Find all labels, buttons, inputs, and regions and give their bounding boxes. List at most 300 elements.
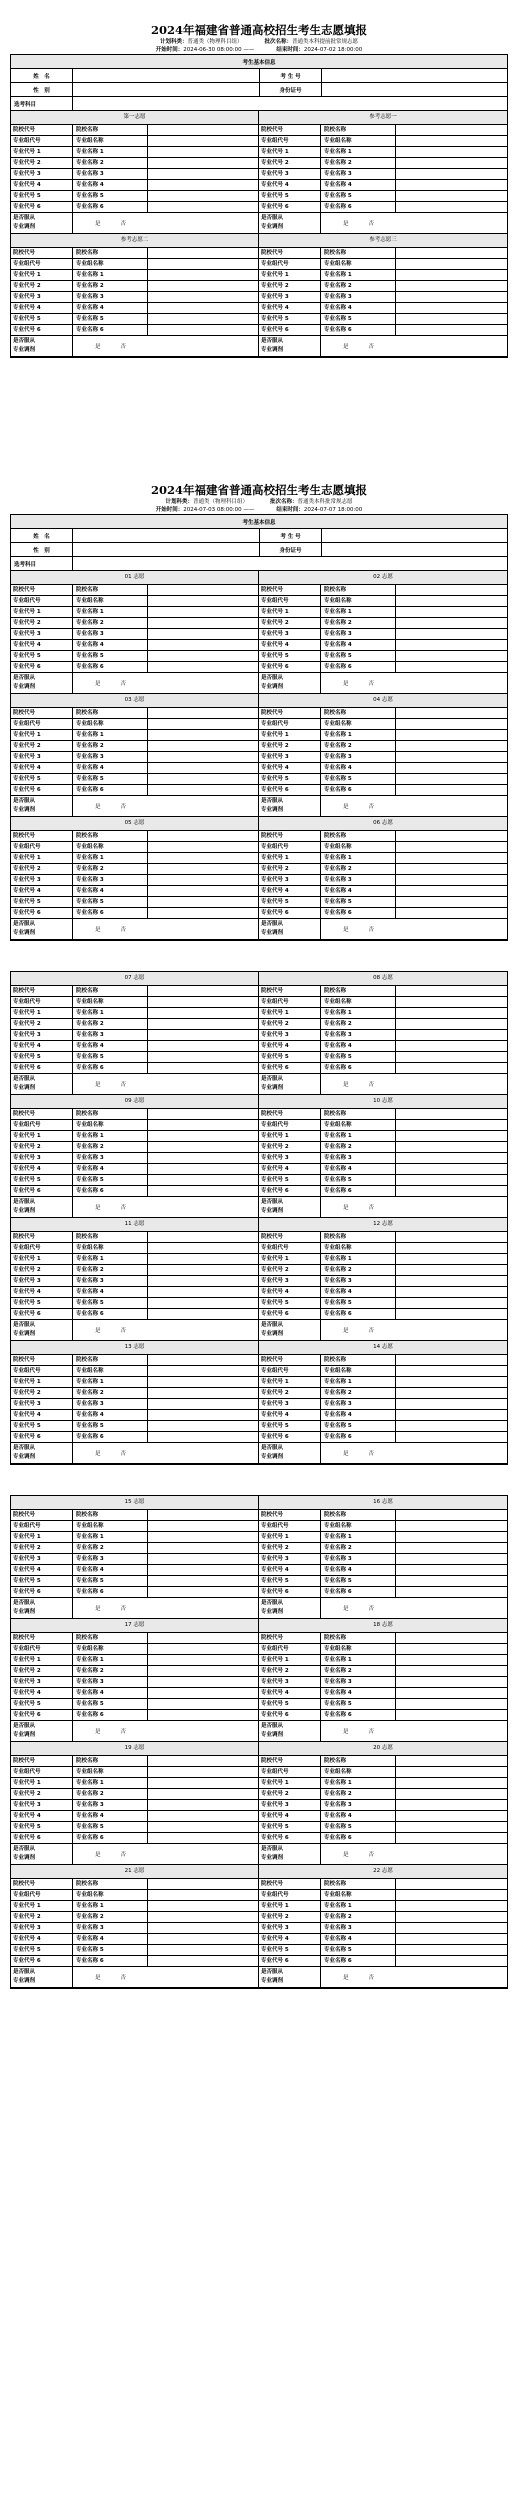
major-field[interactable]	[148, 1298, 258, 1308]
major-field[interactable]	[148, 147, 258, 157]
major-field[interactable]	[148, 1644, 258, 1654]
major-field[interactable]	[148, 1710, 258, 1720]
major-field[interactable]	[396, 1677, 507, 1687]
school-name-field[interactable]	[396, 1510, 507, 1520]
major-field[interactable]	[148, 1912, 258, 1922]
major-field[interactable]	[396, 1008, 507, 1018]
major-field[interactable]	[148, 1532, 258, 1542]
major-field[interactable]	[148, 1833, 258, 1843]
adjust-yes-option[interactable]: 是	[343, 344, 349, 350]
school-name-field[interactable]	[396, 1109, 507, 1119]
major-field[interactable]	[396, 1945, 507, 1955]
major-field[interactable]	[396, 1131, 507, 1141]
major-field[interactable]	[396, 785, 507, 795]
adjust-no-option[interactable]: 否	[120, 1205, 127, 1211]
major-field[interactable]	[148, 640, 258, 650]
major-field[interactable]	[396, 1833, 507, 1843]
major-field[interactable]	[148, 651, 258, 661]
major-field[interactable]	[396, 1778, 507, 1788]
major-field[interactable]	[396, 1890, 507, 1900]
major-field[interactable]	[396, 1554, 507, 1564]
school-name-field[interactable]	[148, 1879, 258, 1889]
major-field[interactable]	[148, 325, 258, 335]
major-field[interactable]	[396, 169, 507, 179]
major-field[interactable]	[148, 180, 258, 190]
major-field[interactable]	[148, 191, 258, 201]
major-field[interactable]	[148, 202, 258, 212]
school-name-field[interactable]	[396, 831, 507, 841]
adjust-no-option[interactable]: 否	[120, 1451, 127, 1457]
major-field[interactable]	[396, 259, 507, 269]
major-field[interactable]	[148, 1565, 258, 1575]
major-field[interactable]	[148, 1587, 258, 1597]
adjust-yes-option[interactable]: 是	[343, 1082, 349, 1088]
major-field[interactable]	[396, 1699, 507, 1709]
major-field[interactable]	[396, 136, 507, 146]
major-field[interactable]	[148, 842, 258, 852]
major-name-label: 专业名称 1	[73, 147, 148, 157]
gender-field[interactable]	[73, 543, 260, 556]
major-field[interactable]	[148, 158, 258, 168]
adjust-yes-option[interactable]: 是	[95, 804, 101, 810]
adjust-yes-option[interactable]: 是	[343, 1852, 349, 1858]
major-field[interactable]	[396, 314, 507, 324]
major-field[interactable]	[396, 1287, 507, 1297]
id-field[interactable]	[322, 543, 507, 556]
major-field[interactable]	[396, 1767, 507, 1777]
major-field[interactable]	[396, 1421, 507, 1431]
school-name-field[interactable]	[148, 1355, 258, 1365]
adjust-no-option[interactable]: 否	[368, 1328, 375, 1334]
major-field[interactable]	[396, 1030, 507, 1040]
major-field[interactable]	[396, 270, 507, 280]
major-field[interactable]	[396, 191, 507, 201]
adjust-no-option[interactable]: 否	[368, 1852, 375, 1858]
school-name-field[interactable]	[148, 1633, 258, 1643]
major-row	[259, 853, 507, 864]
adjust-no-option[interactable]: 否	[120, 221, 127, 227]
adjust-yes-option[interactable]: 是	[95, 1328, 101, 1334]
major-field[interactable]	[396, 886, 507, 896]
major-field[interactable]	[396, 752, 507, 762]
major-field[interactable]	[148, 774, 258, 784]
school-row	[259, 585, 507, 596]
school-row	[259, 1756, 507, 1767]
school-name-field[interactable]	[396, 986, 507, 996]
school-name-field[interactable]	[148, 248, 258, 258]
exam-no-field[interactable]	[322, 529, 507, 542]
major-field[interactable]	[396, 1666, 507, 1676]
adjust-yes-option[interactable]: 是	[343, 221, 349, 227]
major-field[interactable]	[396, 1901, 507, 1911]
major-field[interactable]	[396, 1399, 507, 1409]
major-field[interactable]	[148, 1421, 258, 1431]
major-row	[259, 1800, 507, 1811]
major-field[interactable]	[148, 1811, 258, 1821]
major-field[interactable]	[148, 607, 258, 617]
major-row	[11, 1131, 258, 1142]
adjust-no-option[interactable]: 否	[120, 344, 127, 350]
adjust-yes-option[interactable]: 是	[343, 1205, 349, 1211]
major-field[interactable]	[148, 1175, 258, 1185]
major-name-label: 专业名称 6	[73, 1956, 148, 1966]
adjust-no-option[interactable]: 否	[368, 1729, 375, 1735]
major-field[interactable]	[396, 1377, 507, 1387]
major-field[interactable]	[148, 1688, 258, 1698]
adjust-label-line: 专业调剂	[13, 684, 36, 690]
major-field[interactable]	[148, 853, 258, 863]
adjust-yes-option[interactable]: 是	[95, 344, 101, 350]
major-field[interactable]	[148, 1243, 258, 1253]
adjust-no-option[interactable]: 否	[368, 681, 375, 687]
major-field[interactable]	[148, 997, 258, 1007]
adjust-no-option[interactable]: 否	[120, 927, 127, 933]
major-name-label: 专业名称 6	[321, 1710, 396, 1720]
adjust-yes-option[interactable]: 是	[343, 1729, 349, 1735]
major-field[interactable]	[148, 875, 258, 885]
major-field[interactable]	[148, 281, 258, 291]
major-field[interactable]	[148, 1699, 258, 1709]
major-field[interactable]	[148, 1254, 258, 1264]
major-field[interactable]	[396, 596, 507, 606]
major-field[interactable]	[148, 1521, 258, 1531]
major-field[interactable]	[396, 1576, 507, 1586]
school-name-field[interactable]	[148, 1232, 258, 1242]
adjust-yes-option[interactable]: 是	[95, 927, 101, 933]
school-name-field[interactable]	[148, 708, 258, 718]
adjust-yes-option[interactable]: 是	[95, 1082, 101, 1088]
major-field[interactable]	[148, 1309, 258, 1319]
name-field[interactable]	[73, 69, 260, 82]
major-field[interactable]	[396, 1142, 507, 1152]
major-code-label: 专业代号 4	[11, 886, 73, 896]
major-field[interactable]	[148, 1153, 258, 1163]
major-code-label: 专业代号 6	[259, 1186, 321, 1196]
major-field[interactable]	[148, 314, 258, 324]
major-field[interactable]	[396, 1153, 507, 1163]
major-field[interactable]	[396, 640, 507, 650]
school-name-field[interactable]	[148, 1109, 258, 1119]
major-field[interactable]	[396, 1934, 507, 1944]
adjust-yes-option[interactable]: 是	[343, 681, 349, 687]
major-field[interactable]	[396, 1800, 507, 1810]
major-field[interactable]	[396, 730, 507, 740]
major-row	[259, 1366, 507, 1377]
major-field[interactable]	[148, 1164, 258, 1174]
major-field[interactable]	[396, 1276, 507, 1286]
major-name-label: 专业名称 4	[321, 1811, 396, 1821]
adjust-no-option[interactable]: 否	[368, 804, 375, 810]
school-name-field[interactable]	[148, 1756, 258, 1766]
school-name-field[interactable]	[396, 585, 507, 595]
adjust-no-option[interactable]: 否	[368, 1205, 375, 1211]
major-field[interactable]	[148, 1287, 258, 1297]
major-field[interactable]	[396, 1521, 507, 1531]
major-field[interactable]	[148, 763, 258, 773]
adjust-yes-option[interactable]: 是	[95, 1975, 101, 1981]
adjust-no-option[interactable]: 否	[120, 1606, 127, 1612]
major-field[interactable]	[148, 1822, 258, 1832]
major-field[interactable]	[148, 1945, 258, 1955]
major-field[interactable]	[396, 1186, 507, 1196]
subjects-field[interactable]	[73, 97, 507, 110]
school-name-field[interactable]	[148, 125, 258, 135]
major-field[interactable]	[396, 281, 507, 291]
major-name-label: 专业名称 2	[73, 618, 148, 628]
major-field[interactable]	[396, 1587, 507, 1597]
adjust-no-option[interactable]: 否	[368, 1451, 375, 1457]
major-field[interactable]	[148, 1778, 258, 1788]
major-field[interactable]	[148, 136, 258, 146]
major-field[interactable]	[148, 1131, 258, 1141]
major-name-label: 专业名称 5	[73, 1945, 148, 1955]
adjust-yes-option[interactable]: 是	[343, 1975, 349, 1981]
major-field[interactable]	[148, 1063, 258, 1073]
major-field[interactable]	[148, 1554, 258, 1564]
major-field[interactable]	[148, 1956, 258, 1966]
adjust-no-option[interactable]: 否	[120, 1975, 127, 1981]
major-field[interactable]	[396, 607, 507, 617]
school-name-field[interactable]	[396, 1355, 507, 1365]
major-field[interactable]	[148, 1901, 258, 1911]
major-row	[259, 202, 507, 213]
adjust-yes-option[interactable]: 是	[95, 221, 101, 227]
major-field[interactable]	[396, 1923, 507, 1933]
major-field[interactable]	[148, 1052, 258, 1062]
school-name-field[interactable]	[148, 831, 258, 841]
adjust-yes-option[interactable]: 是	[95, 681, 101, 687]
adjust-yes-option[interactable]: 是	[95, 1606, 101, 1612]
major-field[interactable]	[396, 1811, 507, 1821]
major-field[interactable]	[148, 629, 258, 639]
major-field[interactable]	[148, 1265, 258, 1275]
major-field[interactable]	[148, 662, 258, 672]
major-field[interactable]	[396, 853, 507, 863]
major-field[interactable]	[148, 1800, 258, 1810]
adjust-yes-option[interactable]: 是	[95, 1852, 101, 1858]
major-field[interactable]	[396, 158, 507, 168]
major-field[interactable]	[148, 1432, 258, 1442]
major-field[interactable]	[148, 1142, 258, 1152]
adjust-no-option[interactable]: 否	[120, 1328, 127, 1334]
adjust-label-line: 是否服从	[13, 675, 36, 681]
adjust-no-option[interactable]: 否	[120, 1729, 127, 1735]
adjust-yes-option[interactable]: 是	[343, 927, 349, 933]
school-name-field[interactable]	[148, 986, 258, 996]
adjust-row	[11, 1197, 258, 1218]
major-field[interactable]	[396, 997, 507, 1007]
school-name-field[interactable]	[396, 1756, 507, 1766]
major-field[interactable]	[396, 147, 507, 157]
adjust-yes-option[interactable]: 是	[343, 1451, 349, 1457]
major-field[interactable]	[148, 908, 258, 918]
major-field[interactable]	[148, 169, 258, 179]
major-name-label: 专业名称 4	[73, 1287, 148, 1297]
major-field[interactable]	[148, 864, 258, 874]
major-field[interactable]	[148, 1120, 258, 1130]
major-field[interactable]	[396, 1164, 507, 1174]
adjust-no-option[interactable]: 否	[120, 1852, 127, 1858]
major-field[interactable]	[148, 886, 258, 896]
major-field[interactable]	[148, 741, 258, 751]
major-field[interactable]	[148, 1388, 258, 1398]
exam-no-field[interactable]	[322, 69, 507, 82]
school-name-label: 院校名称	[321, 986, 396, 996]
major-field[interactable]	[396, 908, 507, 918]
major-field[interactable]	[396, 1655, 507, 1665]
major-field[interactable]	[148, 292, 258, 302]
major-row	[259, 1063, 507, 1074]
major-field[interactable]	[396, 1789, 507, 1799]
adjust-yes-option[interactable]: 是	[343, 804, 349, 810]
adjust-no-option[interactable]: 否	[368, 927, 375, 933]
major-row	[259, 1421, 507, 1432]
major-field[interactable]	[148, 785, 258, 795]
major-field[interactable]	[396, 1366, 507, 1376]
major-field[interactable]	[148, 596, 258, 606]
major-field[interactable]	[396, 1543, 507, 1553]
major-field[interactable]	[396, 1688, 507, 1698]
major-field[interactable]	[396, 1410, 507, 1420]
major-field[interactable]	[396, 1956, 507, 1966]
major-field[interactable]	[148, 618, 258, 628]
major-field[interactable]	[396, 1532, 507, 1542]
major-field[interactable]	[396, 741, 507, 751]
major-field[interactable]	[148, 1890, 258, 1900]
major-field[interactable]	[396, 774, 507, 784]
major-field[interactable]	[396, 719, 507, 729]
adjust-no-option[interactable]: 否	[368, 221, 375, 227]
id-field[interactable]	[322, 83, 507, 96]
id-label: 身份证号	[260, 83, 322, 96]
major-field[interactable]	[396, 1388, 507, 1398]
gender-field[interactable]	[73, 83, 260, 96]
adjust-yes-option[interactable]: 是	[343, 1328, 349, 1334]
major-field[interactable]	[148, 897, 258, 907]
school-name-field[interactable]	[148, 1510, 258, 1520]
major-field[interactable]	[148, 1789, 258, 1799]
major-field[interactable]	[396, 1041, 507, 1051]
major-field[interactable]	[396, 1822, 507, 1832]
major-field[interactable]	[396, 325, 507, 335]
major-field[interactable]	[148, 1666, 258, 1676]
major-field[interactable]	[148, 1767, 258, 1777]
major-field[interactable]	[396, 618, 507, 628]
major-field[interactable]	[396, 1644, 507, 1654]
school-name-field[interactable]	[396, 708, 507, 718]
major-field[interactable]	[148, 1377, 258, 1387]
major-row	[259, 1587, 507, 1598]
adjust-no-option[interactable]: 否	[368, 1082, 375, 1088]
major-field[interactable]	[148, 719, 258, 729]
major-field[interactable]	[148, 303, 258, 313]
major-field[interactable]	[148, 1399, 258, 1409]
adjust-no-option[interactable]: 否	[120, 681, 127, 687]
adjust-yes-option[interactable]: 是	[95, 1451, 101, 1457]
major-field[interactable]	[148, 1677, 258, 1687]
major-field[interactable]	[396, 842, 507, 852]
major-field[interactable]	[148, 1030, 258, 1040]
major-field[interactable]	[396, 1298, 507, 1308]
major-field[interactable]	[396, 1175, 507, 1185]
school-name-field[interactable]	[148, 585, 258, 595]
adjust-no-option[interactable]: 否	[368, 1606, 375, 1612]
major-field[interactable]	[148, 1410, 258, 1420]
school-name-field[interactable]	[396, 125, 507, 135]
major-field[interactable]	[396, 1710, 507, 1720]
major-field[interactable]	[148, 730, 258, 740]
major-field[interactable]	[148, 1576, 258, 1586]
major-field[interactable]	[396, 1432, 507, 1442]
school-name-field[interactable]	[396, 1879, 507, 1889]
major-field[interactable]	[148, 1041, 258, 1051]
school-row	[11, 831, 258, 842]
major-field[interactable]	[148, 1186, 258, 1196]
major-name-label: 专业名称 4	[321, 180, 396, 190]
major-field[interactable]	[148, 1019, 258, 1029]
page-gap	[10, 941, 508, 971]
school-name-field[interactable]	[396, 1232, 507, 1242]
major-field[interactable]	[396, 763, 507, 773]
adjust-yes-option[interactable]: 是	[343, 1606, 349, 1612]
major-field[interactable]	[148, 1543, 258, 1553]
major-field[interactable]	[148, 1934, 258, 1944]
major-field[interactable]	[148, 1366, 258, 1376]
major-field[interactable]	[396, 303, 507, 313]
major-field[interactable]	[148, 1923, 258, 1933]
major-field[interactable]	[396, 1912, 507, 1922]
major-field[interactable]	[148, 1276, 258, 1286]
adjust-no-option[interactable]: 否	[368, 344, 375, 350]
major-field[interactable]	[396, 1063, 507, 1073]
adjust-yes-option[interactable]: 是	[95, 1205, 101, 1211]
major-field[interactable]	[396, 1254, 507, 1264]
adjust-no-option[interactable]: 否	[120, 804, 127, 810]
major-field[interactable]	[396, 864, 507, 874]
major-field[interactable]	[148, 259, 258, 269]
adjust-no-option[interactable]: 否	[120, 1082, 127, 1088]
school-name-field[interactable]	[396, 248, 507, 258]
major-field[interactable]	[396, 1243, 507, 1253]
school-code-label: 院校代号	[259, 1756, 321, 1766]
major-row	[11, 864, 258, 875]
major-field[interactable]	[396, 1265, 507, 1275]
major-field[interactable]	[396, 629, 507, 639]
name-field[interactable]	[73, 529, 260, 542]
major-row	[259, 1131, 507, 1142]
major-field[interactable]	[396, 1565, 507, 1575]
major-field[interactable]	[396, 202, 507, 212]
major-field[interactable]	[396, 292, 507, 302]
subjects-field[interactable]	[73, 557, 507, 570]
major-field[interactable]	[396, 875, 507, 885]
major-field[interactable]	[396, 1120, 507, 1130]
major-field[interactable]	[396, 1052, 507, 1062]
major-field[interactable]	[396, 180, 507, 190]
major-field[interactable]	[396, 1019, 507, 1029]
major-field[interactable]	[148, 752, 258, 762]
major-field[interactable]	[148, 1655, 258, 1665]
major-field[interactable]	[396, 897, 507, 907]
adjust-no-option[interactable]: 否	[368, 1975, 375, 1981]
major-field[interactable]	[396, 651, 507, 661]
major-field[interactable]	[148, 1008, 258, 1018]
adjust-yes-option[interactable]: 是	[95, 1729, 101, 1735]
major-field[interactable]	[396, 1309, 507, 1319]
school-name-field[interactable]	[396, 1633, 507, 1643]
major-field[interactable]	[148, 270, 258, 280]
major-field[interactable]	[396, 662, 507, 672]
